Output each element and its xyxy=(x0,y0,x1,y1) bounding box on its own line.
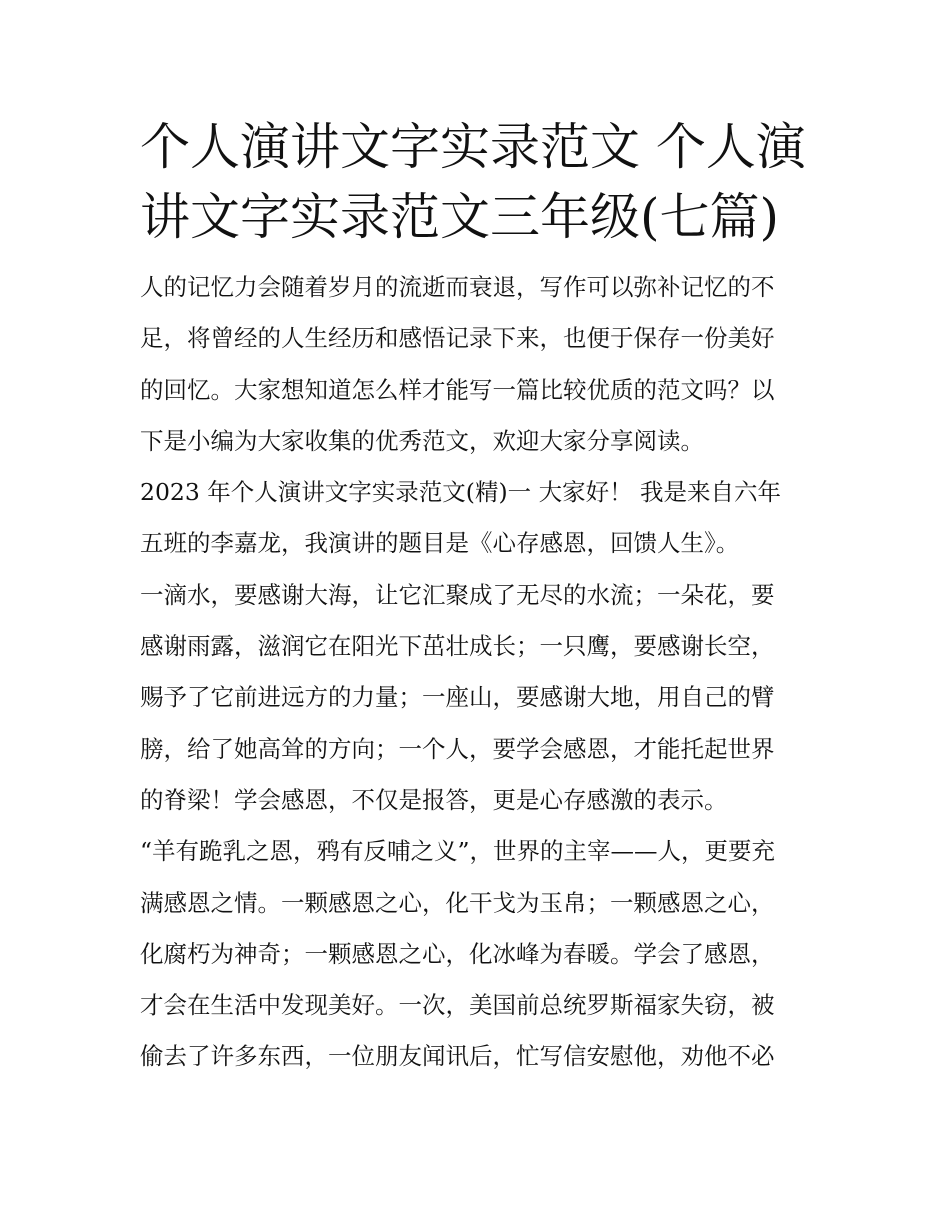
text-line: 偷去了许多东西，一位朋友闻讯后，忙写信安慰他，劝他不必 xyxy=(140,1042,775,1071)
title-line: 个人演讲文字实录范文 个人演 xyxy=(140,118,806,176)
text-line: 膀，给了她高耸的方向；一个人，要学会感恩，才能托起世界 xyxy=(140,734,775,763)
text-line: 下是小编为大家收集的优秀范文，欢迎大家分享阅读。 xyxy=(140,426,704,455)
document-body xyxy=(140,262,812,1083)
text-line: “羊有跪乳之恩，鸦有反哺之义”，世界的主宰——人，更要充 xyxy=(140,837,776,866)
text-line: 的脊梁！学会感恩，不仅是报答，更是心存感激的表示。 xyxy=(140,785,728,814)
text-line: 赐予了它前进远方的力量；一座山，要感谢大地，用自己的臂 xyxy=(140,683,775,712)
paragraph-intro xyxy=(140,262,812,467)
document-content xyxy=(140,112,812,1083)
text-line: 才会在生活中发现美好。一次，美国前总统罗斯福家失窃，被 xyxy=(140,991,775,1020)
text-line: 化腐朽为神奇；一颗感恩之心，化冰峰为春暖。学会了感恩， xyxy=(140,939,775,968)
text-line: 人的记忆力会随着岁月的流逝而衰退，写作可以弥补记忆的不 xyxy=(140,273,775,301)
document-title xyxy=(140,112,812,252)
text-line: 感谢雨露，滋润它在阳光下茁壮成长；一只鹰，要感谢长空， xyxy=(140,632,775,661)
text-line: 满感恩之情。一颗感恩之心，化干戈为玉帛；一颗感恩之心， xyxy=(140,888,775,917)
text-line: 足，将曾经的人生经历和感悟记录下来，也便于保存一份美好 xyxy=(140,324,775,353)
text-line: 2023 年个人演讲文字实录范文(精)一 大家好！ 我是来自六年 xyxy=(140,478,782,507)
paragraph-proverb xyxy=(140,826,812,1082)
text-line: 一滴水，要感谢大海，让它汇聚成了无尽的水流；一朵花，要 xyxy=(140,580,775,609)
paragraph-gratitude xyxy=(140,570,812,826)
text-line: 五班的李嘉龙，我演讲的题目是《心存感恩，回馈人生》。 xyxy=(140,529,740,558)
paragraph-speech-heading xyxy=(140,467,812,570)
text-line: 的回忆。大家想知道怎么样才能写一篇比较优质的范文吗？以 xyxy=(140,375,775,404)
title-line: 讲文字实录范文三年级(七篇) xyxy=(140,188,780,246)
